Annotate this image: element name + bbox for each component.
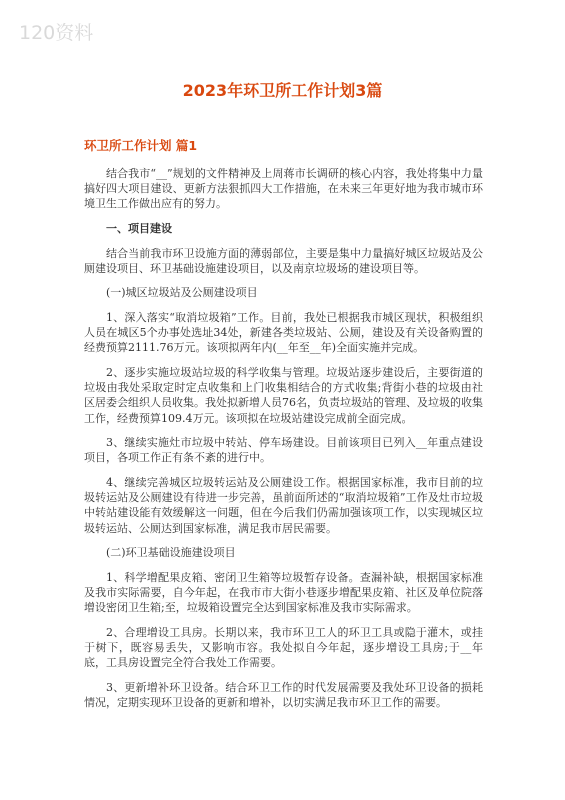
watermark: 120资料 <box>19 22 94 44</box>
paragraph: 2、逐步实施垃圾站垃圾的科学收集与管理。垃圾站逐步建设后，主要街道的垃圾由我处采取定时定点收集和上门收集相结合的方式收集;背街小巷的垃圾由社区居委会组织人员收集。我处拟新增人员76名，负责垃圾站的管理、及垃圾的收集工作，经费预算109.4万元。该项拟在垃圾站建设完成前全面完成。 <box>84 365 483 425</box>
section-title: 环卫所工作计划 篇1 <box>84 138 198 153</box>
paragraph: 4、继续完善城区垃圾转运站及公厕建设工作。根据国家标准，我市目前的垃圾转运站及公厕建设有待进一步完善，虽前面所述的“取消垃圾箱”工作及灶市垃圾中转站建设能有效缓解这一问题，但在今后我们仍需加强该项工作，以实现城区垃圾转运站、公厕达到国家标准，满足我市居民需要。 <box>84 475 483 535</box>
paragraph: 1、科学增配果皮箱、密闭卫生箱等垃圾暂存设备。查漏补缺，根据国家标准及我市实际需要，自今年起，在我市市大街小巷逐步增配果皮箱、社区及单位院落增设密闭卫生箱;至，垃圾箱设置完全达到国家标准及我市实际需求。 <box>84 570 483 615</box>
paragraph: 结合当前我市环卫设施方面的薄弱部位，主要是集中力量搞好城区垃圾站及公厕建设项目、环卫基础设施建设项目，以及南京垃圾场的建设项目等。 <box>84 246 483 275</box>
document-title: 2023年环卫所工作计划3篇 <box>182 81 383 100</box>
document-body <box>84 166 483 720</box>
paragraph: 1、深入落实“取消垃圾箱”工作。目前，我处已根据我市城区现状，积极组织人员在城区5个办事处选址34处，新建各类垃圾站、公厕，建设及有关设备购置的经费预算2111.76万元。该项拟两年内(__年至__年)全面实施并完成。 <box>84 310 483 355</box>
paragraph: 3、继续实施灶市垃圾中转站、停车场建设。目前该项目已列入__年重点建设项目，各项工作正有条不紊的进行中。 <box>84 436 483 465</box>
paragraph: 3、更新增补环卫设备。结合环卫工作的时代发展需要及我处环卫设备的损耗情况，定期实现环卫设备的更新和增补，以切实满足我市环卫工作的需要。 <box>84 680 483 709</box>
heading-project-construction <box>84 221 483 236</box>
heading-text: 一、项目建设 <box>106 222 172 235</box>
subheading: (二)环卫基础设施建设项目 <box>106 546 236 560</box>
subheading: (一)城区垃圾站及公厕建设项目 <box>106 286 258 300</box>
paragraph: 2、合理增设工具房。长期以来，我市环卫工人的环卫工具或隐于灌木，或挂于树下，既容易丢失，又影响市容。我处拟自今年起，逐步增设工具房;于__年底，工具房设置完全符合我处工作需要。 <box>84 625 483 670</box>
intro-paragraph: 结合我市“__”规划的文件精神及上周蒋市长调研的核心内容，我处将集中力量搞好四大项目建设、更新方法狠抓四大工作措施，在未来三年更好地为我市城市环境卫生工作做出应有的努力。 <box>84 167 483 211</box>
